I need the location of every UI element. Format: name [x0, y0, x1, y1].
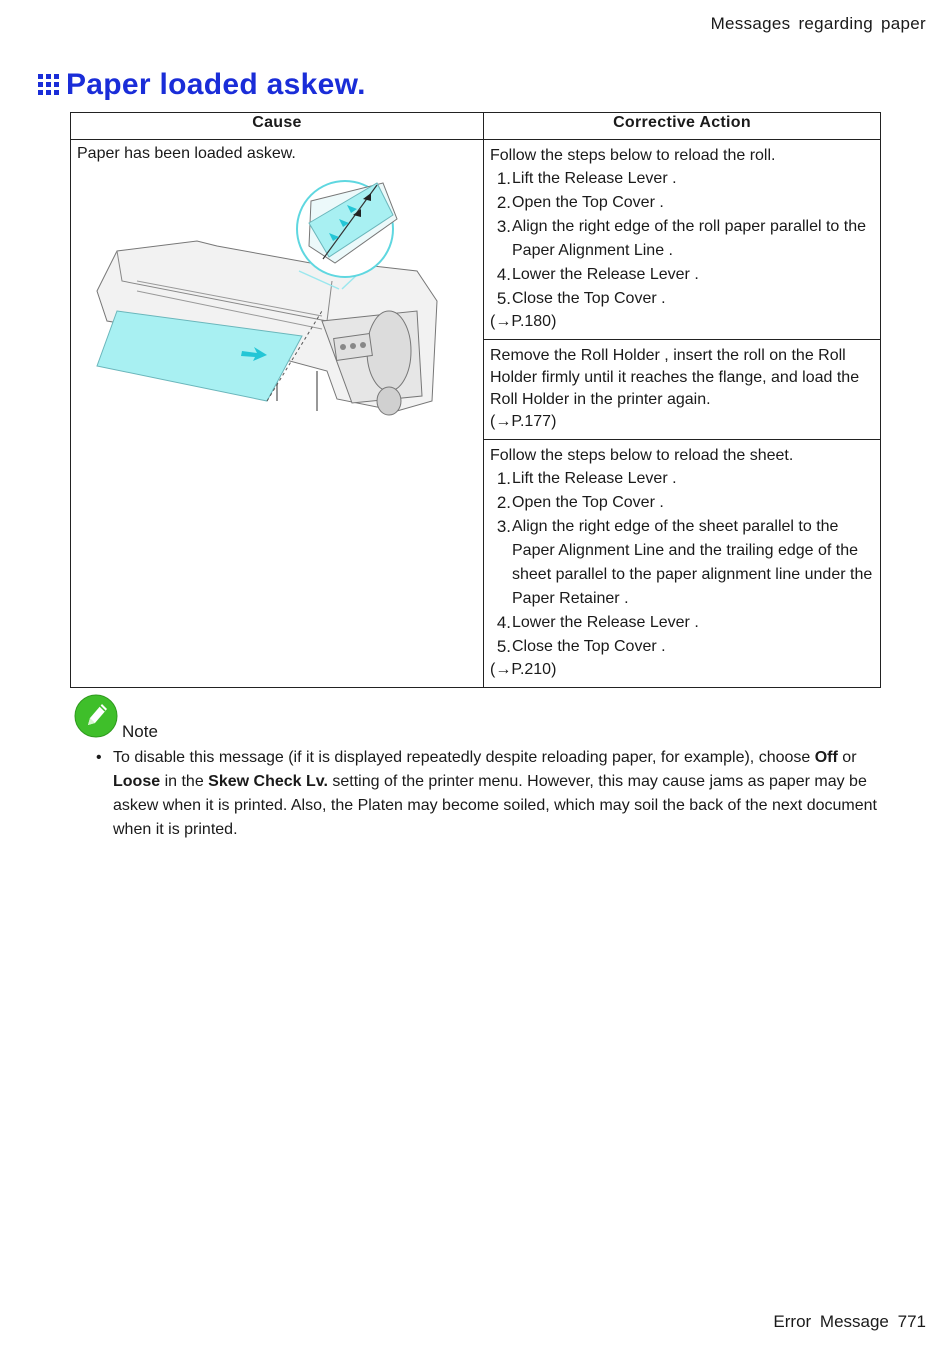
action-cell-sheet: [484, 440, 881, 688]
note-pencil-icon: [74, 694, 118, 738]
step-item: 5. Close the Top Cover .: [496, 289, 666, 308]
footer-section: Error Message: [773, 1312, 889, 1331]
step-item: 2. Open the Top Cover .: [496, 493, 664, 512]
action-header: Corrective Action: [484, 113, 881, 140]
page-reference-link[interactable]: (→P.177): [490, 413, 557, 430]
note-heading: [74, 694, 158, 741]
note-body: To disable this message (if it is displayed repeatedly despite reloading paper, for example), choose Off or Loose in the Skew Check Lv. setting of the printer menu. However, this may cause jams as paper may be askew when it is printed. Also, the Platen may become soiled, which may soil the back of the next document when it is printed.: [113, 749, 877, 838]
step-item: 3. Align the right edge of the sheet parallel to the Paper Alignment Line and the trailing edge of the sheet parallel to the paper alignment line under the Paper Retainer .: [496, 517, 873, 607]
action-cell-roll: [484, 140, 881, 340]
action-cell-roll-holder: [484, 340, 881, 440]
cause-action-table: [70, 112, 881, 688]
cause-header: Cause: [71, 113, 484, 140]
page-title: Paper loaded askew.: [66, 68, 366, 101]
step-item: 1. Lift the Release Lever .: [496, 469, 677, 488]
action-intro: Follow the steps below to reload the sheet.: [490, 447, 794, 464]
section-grid-icon: [38, 74, 60, 96]
page-number: 771: [897, 1312, 926, 1331]
cause-text: Paper has been loaded askew.: [77, 145, 296, 162]
note-paragraph: [96, 746, 886, 842]
note-label: Note: [122, 722, 158, 741]
option-loose: Loose: [113, 773, 161, 790]
menu-skew-check: Skew Check Lv.: [208, 773, 328, 790]
title-row: [38, 68, 366, 102]
option-off: Off: [814, 749, 838, 766]
cause-cell: [71, 140, 484, 688]
note-bullet: •: [96, 749, 102, 766]
running-header: Messages regarding paper: [710, 14, 926, 33]
step-item: 5. Close the Top Cover .: [496, 637, 666, 656]
step-item: 4. Lower the Release Lever .: [496, 265, 699, 284]
action-intro: Follow the steps below to reload the roll.: [490, 147, 776, 164]
page-reference-link[interactable]: (→P.210): [490, 661, 557, 678]
printer-illustration: [77, 171, 457, 421]
step-item: 4. Lower the Release Lever .: [496, 613, 699, 632]
step-item: 1. Lift the Release Lever .: [496, 169, 677, 188]
page-footer: [773, 1312, 926, 1332]
action-intro: Remove the Roll Holder , insert the roll on the Roll Holder firmly until it reaches the flange, and load the Roll Holder in the printer again.: [490, 347, 860, 408]
page-reference-link[interactable]: (→P.180): [490, 313, 557, 330]
step-item: 2. Open the Top Cover .: [496, 193, 664, 212]
step-item: 3. Align the right edge of the roll paper parallel to the Paper Alignment Line .: [496, 217, 867, 259]
